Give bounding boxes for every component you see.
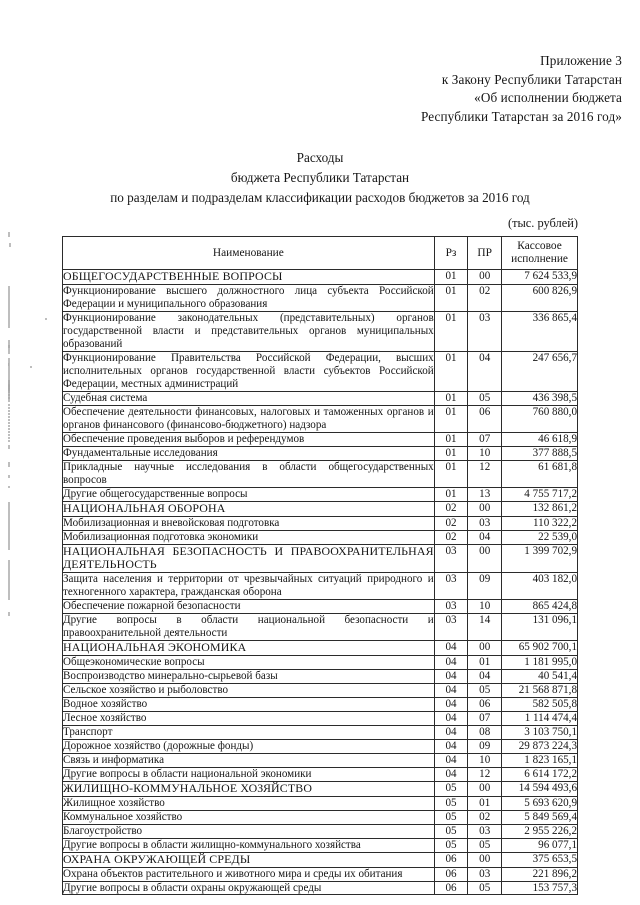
row-name: НАЦИОНАЛЬНАЯ ЭКОНОМИКА xyxy=(63,641,435,656)
row-rz-code: 06 xyxy=(434,852,468,867)
scan-artifact xyxy=(8,391,10,393)
title-line-3: по разделам и подразделам классификации расходов бюджетов за 2016 год xyxy=(110,189,530,205)
row-cash-execution: 247 656,7 xyxy=(502,351,578,391)
row-cash-execution: 132 861,2 xyxy=(502,501,578,516)
row-pr-code: 09 xyxy=(468,739,502,753)
row-name: Мобилизационная подготовка экономики xyxy=(63,530,435,544)
row-name: Транспорт xyxy=(63,725,435,739)
row-rz-code: 03 xyxy=(434,544,468,573)
row-rz-code: 01 xyxy=(434,487,468,501)
row-cash-execution: 375 653,5 xyxy=(502,852,578,867)
row-pr-code: 12 xyxy=(468,767,502,781)
column-header-cash-line-1: Кассовое xyxy=(517,240,562,252)
scan-artifact xyxy=(8,462,10,467)
scan-artifact xyxy=(8,440,10,442)
appendix-header xyxy=(202,52,622,127)
row-rz-code: 06 xyxy=(434,867,468,881)
scan-artifact xyxy=(9,243,11,247)
table-row xyxy=(63,312,578,352)
scan-artifact xyxy=(8,345,10,348)
appendix-header-line-1: Приложение 3 xyxy=(540,53,622,68)
row-name: Общеэкономические вопросы xyxy=(63,656,435,670)
table-row xyxy=(63,670,578,684)
row-pr-code: 00 xyxy=(468,544,502,573)
column-header-cash xyxy=(502,237,578,270)
row-pr-code: 06 xyxy=(468,405,502,432)
table-row xyxy=(63,753,578,767)
row-pr-code: 04 xyxy=(468,351,502,391)
table-row xyxy=(63,698,578,712)
table-row xyxy=(63,867,578,881)
row-name: Охрана объектов растительного и животного мира и среды их обитания xyxy=(63,867,435,881)
row-cash-execution: 221 896,2 xyxy=(502,867,578,881)
scan-artifact xyxy=(8,407,10,409)
scan-artifact xyxy=(8,428,10,430)
budget-table-head xyxy=(63,237,578,270)
table-header-row xyxy=(63,237,578,270)
row-pr-code: 06 xyxy=(468,698,502,712)
row-rz-code: 04 xyxy=(434,711,468,725)
row-name: Благоустройство xyxy=(63,824,435,838)
table-row xyxy=(63,824,578,838)
row-cash-execution: 61 681,8 xyxy=(502,460,578,487)
row-name: ОХРАНА ОКРУЖАЮЩЕЙ СРЕДЫ xyxy=(63,852,435,867)
row-cash-execution: 403 182,0 xyxy=(502,573,578,600)
row-pr-code: 01 xyxy=(468,796,502,810)
table-row xyxy=(63,432,578,446)
row-rz-code: 04 xyxy=(434,739,468,753)
budget-table xyxy=(62,236,578,895)
table-row xyxy=(63,614,578,641)
row-pr-code: 00 xyxy=(468,641,502,656)
row-name: НАЦИОНАЛЬНАЯ ОБОРОНА xyxy=(63,501,435,516)
scan-artifact xyxy=(8,434,10,436)
scan-artifact xyxy=(8,475,10,478)
row-rz-code: 04 xyxy=(434,641,468,656)
scan-artifact xyxy=(8,419,10,421)
row-cash-execution: 2 955 226,2 xyxy=(502,824,578,838)
table-row xyxy=(63,739,578,753)
row-pr-code: 05 xyxy=(468,838,502,852)
row-cash-execution: 1 399 702,9 xyxy=(502,544,578,573)
row-cash-execution: 1 181 995,0 xyxy=(502,656,578,670)
row-pr-code: 03 xyxy=(468,824,502,838)
row-name: ОБЩЕГОСУДАРСТВЕННЫЕ ВОПРОСЫ xyxy=(63,270,435,285)
appendix-header-line-3: «Об исполнении бюджета xyxy=(474,90,622,106)
table-row xyxy=(63,641,578,656)
scan-artifact xyxy=(8,425,10,427)
row-name: Другие вопросы в области национальной экономики xyxy=(63,767,435,781)
row-pr-code: 12 xyxy=(468,460,502,487)
table-row xyxy=(63,544,578,573)
row-pr-code: 10 xyxy=(468,600,502,614)
row-name: Обеспечение деятельности финансовых, налоговых и таможенных органов и органов финансового (финансово-бюджетного) надзора xyxy=(63,405,434,431)
table-row xyxy=(63,810,578,824)
table-row xyxy=(63,767,578,781)
appendix-header-line-2: к Закону Республики Татарстан xyxy=(441,71,622,87)
row-name: Мобилизационная и вневойсковая подготовка xyxy=(63,516,435,530)
row-rz-code: 01 xyxy=(434,391,468,405)
row-rz-code: 05 xyxy=(434,781,468,796)
row-name: Жилищное хозяйство xyxy=(63,796,435,810)
row-cash-execution: 5 693 620,9 xyxy=(502,796,578,810)
row-rz-code: 02 xyxy=(434,530,468,544)
scan-artifact xyxy=(8,502,10,550)
row-pr-code: 05 xyxy=(468,881,502,895)
row-cash-execution: 22 539,0 xyxy=(502,530,578,544)
table-row xyxy=(63,852,578,867)
row-name: Другие вопросы в области национальной безопасности и правоохранительной деятельности xyxy=(63,614,434,640)
appendix-header-line-4: Республики Татарстан за 2016 год» xyxy=(421,109,622,125)
row-pr-code: 13 xyxy=(468,487,502,501)
row-rz-code: 04 xyxy=(434,698,468,712)
scan-artifact xyxy=(8,431,10,433)
table-row xyxy=(63,600,578,614)
column-header-name: Наименование xyxy=(63,237,435,270)
row-cash-execution: 582 505,8 xyxy=(502,698,578,712)
row-pr-code: 10 xyxy=(468,753,502,767)
scan-artifact xyxy=(8,394,10,396)
row-rz-code: 04 xyxy=(434,725,468,739)
table-row xyxy=(63,501,578,516)
table-row xyxy=(63,487,578,501)
row-rz-code: 05 xyxy=(434,810,468,824)
row-rz-code: 04 xyxy=(434,670,468,684)
scan-artifact xyxy=(8,422,10,424)
table-row xyxy=(63,684,578,698)
row-cash-execution: 65 902 700,1 xyxy=(502,641,578,656)
row-name: Функционирование высшего должностного лица субъекта Российской Федерации и муниципального образования xyxy=(63,285,434,311)
table-row xyxy=(63,781,578,796)
table-row xyxy=(63,516,578,530)
row-cash-execution: 1 823 165,1 xyxy=(502,753,578,767)
scan-artifact xyxy=(30,366,32,368)
row-cash-execution: 5 849 569,4 xyxy=(502,810,578,824)
row-pr-code: 03 xyxy=(468,516,502,530)
row-pr-code: 03 xyxy=(468,867,502,881)
scan-artifact xyxy=(8,410,10,412)
row-cash-execution: 7 624 533,9 xyxy=(502,270,578,285)
row-cash-execution: 29 873 224,3 xyxy=(502,739,578,753)
row-name: Фундаментальные исследования xyxy=(63,446,435,460)
row-name: ЖИЛИЩНО-КОММУНАЛЬНОЕ ХОЗЯЙСТВО xyxy=(63,781,435,796)
row-cash-execution: 21 568 871,8 xyxy=(502,684,578,698)
table-row xyxy=(63,285,578,312)
table-row xyxy=(63,530,578,544)
row-cash-execution: 131 096,1 xyxy=(502,614,578,641)
scan-artifact xyxy=(8,363,9,366)
table-row xyxy=(63,838,578,852)
row-pr-code: 04 xyxy=(468,530,502,544)
table-row xyxy=(63,405,578,432)
row-name: Дорожное хозяйство (дорожные фонды) xyxy=(63,739,435,753)
row-rz-code: 03 xyxy=(434,573,468,600)
table-row xyxy=(63,656,578,670)
row-pr-code: 02 xyxy=(468,285,502,312)
scan-artifact xyxy=(8,612,10,616)
row-name: Связь и информатика xyxy=(63,753,435,767)
row-rz-code: 01 xyxy=(434,270,468,285)
table-row xyxy=(63,881,578,895)
row-name: Защита населения и территории от чрезвычайных ситуаций природного и техногенного характера, гражданская оборона xyxy=(63,573,434,599)
row-cash-execution: 377 888,5 xyxy=(502,446,578,460)
row-name: Прикладные научные исследования в области общегосударственных вопросов xyxy=(63,460,434,486)
table-row xyxy=(63,391,578,405)
row-pr-code: 05 xyxy=(468,684,502,698)
row-name: Судебная система xyxy=(63,391,435,405)
row-name: Лесное хозяйство xyxy=(63,711,435,725)
row-rz-code: 04 xyxy=(434,684,468,698)
table-row xyxy=(63,270,578,285)
row-name: Функционирование законодательных (представительных) органов государственной власти и представительных органов муниципальных образований xyxy=(63,312,434,351)
table-row xyxy=(63,351,578,391)
row-pr-code: 00 xyxy=(468,852,502,867)
scan-artifact xyxy=(8,384,10,387)
row-pr-code: 07 xyxy=(468,432,502,446)
row-cash-execution: 96 077,1 xyxy=(502,838,578,852)
row-rz-code: 02 xyxy=(434,501,468,516)
table-row xyxy=(63,460,578,487)
row-cash-execution: 600 826,9 xyxy=(502,285,578,312)
row-name: Обеспечение проведения выборов и референдумов xyxy=(63,432,435,446)
row-rz-code: 01 xyxy=(434,351,468,391)
row-pr-code: 00 xyxy=(468,501,502,516)
scan-artifact xyxy=(8,486,10,488)
row-rz-code: 04 xyxy=(434,753,468,767)
row-cash-execution: 336 865,4 xyxy=(502,312,578,352)
row-pr-code: 05 xyxy=(468,391,502,405)
row-rz-code: 01 xyxy=(434,405,468,432)
row-rz-code: 01 xyxy=(434,460,468,487)
scan-artifact xyxy=(8,413,10,415)
column-header-pr: ПР xyxy=(468,237,502,270)
document-title xyxy=(0,148,640,207)
row-rz-code: 05 xyxy=(434,824,468,838)
row-cash-execution: 4 755 717,2 xyxy=(502,487,578,501)
row-pr-code: 07 xyxy=(468,711,502,725)
row-rz-code: 03 xyxy=(434,614,468,641)
scan-artifact xyxy=(45,318,47,320)
row-rz-code: 05 xyxy=(434,838,468,852)
row-pr-code: 00 xyxy=(468,270,502,285)
row-name: Сельское хозяйство и рыболовство xyxy=(63,684,435,698)
column-header-cash-line-2: исполнение xyxy=(511,253,568,266)
row-name: Другие вопросы в области жилищно-коммунального хозяйства xyxy=(63,838,435,852)
table-row xyxy=(63,711,578,725)
row-cash-execution: 436 398,5 xyxy=(502,391,578,405)
row-pr-code: 00 xyxy=(468,781,502,796)
row-rz-code: 01 xyxy=(434,312,468,352)
row-cash-execution: 40 541,4 xyxy=(502,670,578,684)
row-cash-execution: 1 114 474,4 xyxy=(502,711,578,725)
scan-artifact xyxy=(8,286,10,328)
table-row xyxy=(63,725,578,739)
scan-artifact xyxy=(8,416,10,418)
row-name: Функционирование Правительства Российской Федерации, высших исполнительных органов государственной власти субъектов Российской Федерации, местных администраций xyxy=(63,351,434,390)
row-cash-execution: 3 103 750,1 xyxy=(502,725,578,739)
row-rz-code: 02 xyxy=(434,516,468,530)
scan-artifact xyxy=(8,404,10,406)
budget-table-container xyxy=(62,236,578,895)
row-cash-execution: 46 618,9 xyxy=(502,432,578,446)
scan-artifact xyxy=(8,560,10,600)
row-name: Обеспечение пожарной безопасности xyxy=(63,600,435,614)
row-name: Воспроизводство минерально-сырьевой базы xyxy=(63,670,435,684)
row-name: Водное хозяйство xyxy=(63,698,435,712)
row-name: Другие вопросы в области охраны окружающей среды xyxy=(63,881,435,895)
title-line-2: бюджета Республики Татарстан xyxy=(230,169,410,185)
row-cash-execution: 110 322,2 xyxy=(502,516,578,530)
row-name: НАЦИОНАЛЬНАЯ БЕЗОПАСНОСТЬ И ПРАВООХРАНИТЕЛЬНАЯ ДЕЯТЕЛЬНОСТЬ xyxy=(63,543,434,572)
row-pr-code: 04 xyxy=(468,670,502,684)
row-cash-execution: 6 614 172,2 xyxy=(502,767,578,781)
scan-artifact xyxy=(8,437,10,439)
row-rz-code: 01 xyxy=(434,446,468,460)
row-cash-execution: 14 594 493,6 xyxy=(502,781,578,796)
table-row xyxy=(63,796,578,810)
row-cash-execution: 760 880,0 xyxy=(502,405,578,432)
row-name: Коммунальное хозяйство xyxy=(63,810,435,824)
row-pr-code: 10 xyxy=(468,446,502,460)
row-cash-execution: 865 424,8 xyxy=(502,600,578,614)
budget-table-body xyxy=(63,270,578,895)
row-pr-code: 03 xyxy=(468,312,502,352)
units-note: (тыс. рублей) xyxy=(507,216,578,230)
title-line-1: Расходы xyxy=(296,150,344,165)
row-name: Другие общегосударственные вопросы xyxy=(63,487,435,501)
row-pr-code: 02 xyxy=(468,810,502,824)
scan-artifact xyxy=(8,232,10,237)
row-rz-code: 06 xyxy=(434,881,468,895)
column-header-rz: Рз xyxy=(434,237,468,270)
table-row xyxy=(63,446,578,460)
row-rz-code: 01 xyxy=(434,285,468,312)
row-rz-code: 04 xyxy=(434,767,468,781)
row-pr-code: 14 xyxy=(468,614,502,641)
row-rz-code: 03 xyxy=(434,600,468,614)
row-pr-code: 01 xyxy=(468,656,502,670)
row-rz-code: 04 xyxy=(434,656,468,670)
row-pr-code: 09 xyxy=(468,573,502,600)
table-row xyxy=(63,573,578,600)
row-rz-code: 01 xyxy=(434,432,468,446)
row-rz-code: 05 xyxy=(434,796,468,810)
scan-artifact xyxy=(8,445,10,449)
row-cash-execution: 153 757,3 xyxy=(502,881,578,895)
scan-artifact xyxy=(8,400,10,402)
row-pr-code: 08 xyxy=(468,725,502,739)
